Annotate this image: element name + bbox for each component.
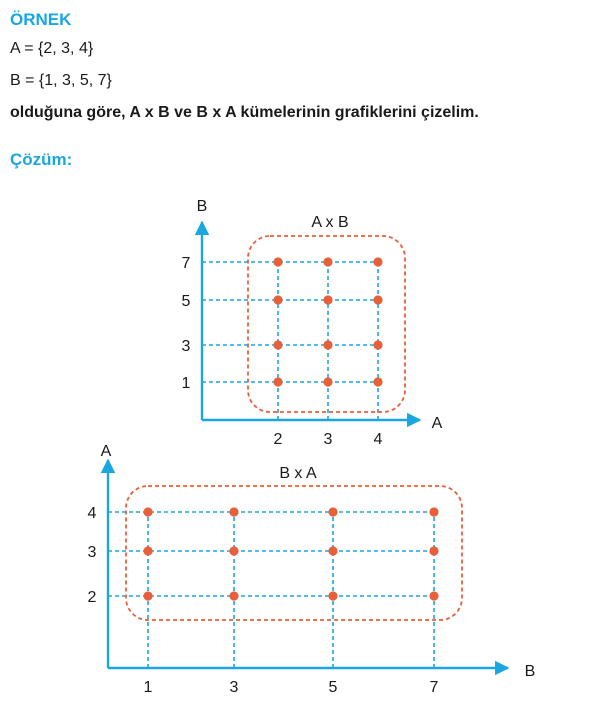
set-boundary bbox=[126, 486, 462, 620]
data-point bbox=[373, 340, 382, 349]
y-axis-label: B bbox=[196, 198, 208, 215]
data-point bbox=[323, 257, 332, 266]
data-point bbox=[328, 507, 337, 516]
data-point bbox=[373, 257, 382, 266]
a-x-b-graph bbox=[182, 198, 443, 448]
data-point bbox=[328, 546, 337, 555]
data-point bbox=[273, 377, 282, 386]
x-tick-label: 2 bbox=[273, 431, 283, 448]
x-axis-label: B bbox=[524, 663, 536, 680]
data-point bbox=[323, 377, 332, 386]
set-b-definition: B = {1, 3, 5, 7} bbox=[10, 72, 112, 89]
data-point bbox=[429, 591, 438, 600]
x-axis-label: A bbox=[431, 415, 443, 432]
data-point bbox=[273, 257, 282, 266]
data-point bbox=[143, 546, 152, 555]
data-point bbox=[429, 546, 438, 555]
y-axis-label: A bbox=[100, 443, 112, 460]
x-tick-label: 5 bbox=[328, 679, 338, 696]
data-point bbox=[273, 340, 282, 349]
data-point bbox=[328, 591, 337, 600]
x-tick-label: 7 bbox=[429, 679, 439, 696]
data-point bbox=[229, 591, 238, 600]
data-point bbox=[373, 295, 382, 304]
solution-label: Çözüm: bbox=[10, 150, 73, 169]
x-tick-label: 3 bbox=[229, 679, 239, 696]
question-text: olduğuna göre, A x B ve B x A kümelerinin grafiklerini çizelim. bbox=[10, 104, 479, 121]
data-point bbox=[323, 295, 332, 304]
example-heading: ÖRNEK bbox=[10, 10, 72, 29]
chart-title: A x B bbox=[311, 214, 349, 231]
set-a-definition: A = {2, 3, 4} bbox=[10, 40, 94, 57]
b-x-a-graph bbox=[88, 443, 536, 696]
x-tick-label: 1 bbox=[143, 679, 153, 696]
y-tick-label: 4 bbox=[87, 505, 97, 522]
x-tick-label: 4 bbox=[373, 431, 383, 448]
x-tick-label: 3 bbox=[323, 431, 333, 448]
y-tick-label: 5 bbox=[181, 293, 191, 310]
data-point bbox=[143, 507, 152, 516]
data-point bbox=[229, 507, 238, 516]
y-tick-label: 3 bbox=[181, 338, 191, 355]
data-point bbox=[229, 546, 238, 555]
data-point bbox=[323, 340, 332, 349]
data-point bbox=[373, 377, 382, 386]
data-point bbox=[273, 295, 282, 304]
y-tick-label: 1 bbox=[181, 375, 191, 392]
chart-title: B x A bbox=[279, 465, 317, 482]
y-tick-label: 2 bbox=[87, 589, 97, 606]
data-point bbox=[143, 591, 152, 600]
data-point bbox=[429, 507, 438, 516]
y-tick-label: 3 bbox=[87, 544, 97, 561]
y-tick-label: 7 bbox=[181, 255, 191, 272]
